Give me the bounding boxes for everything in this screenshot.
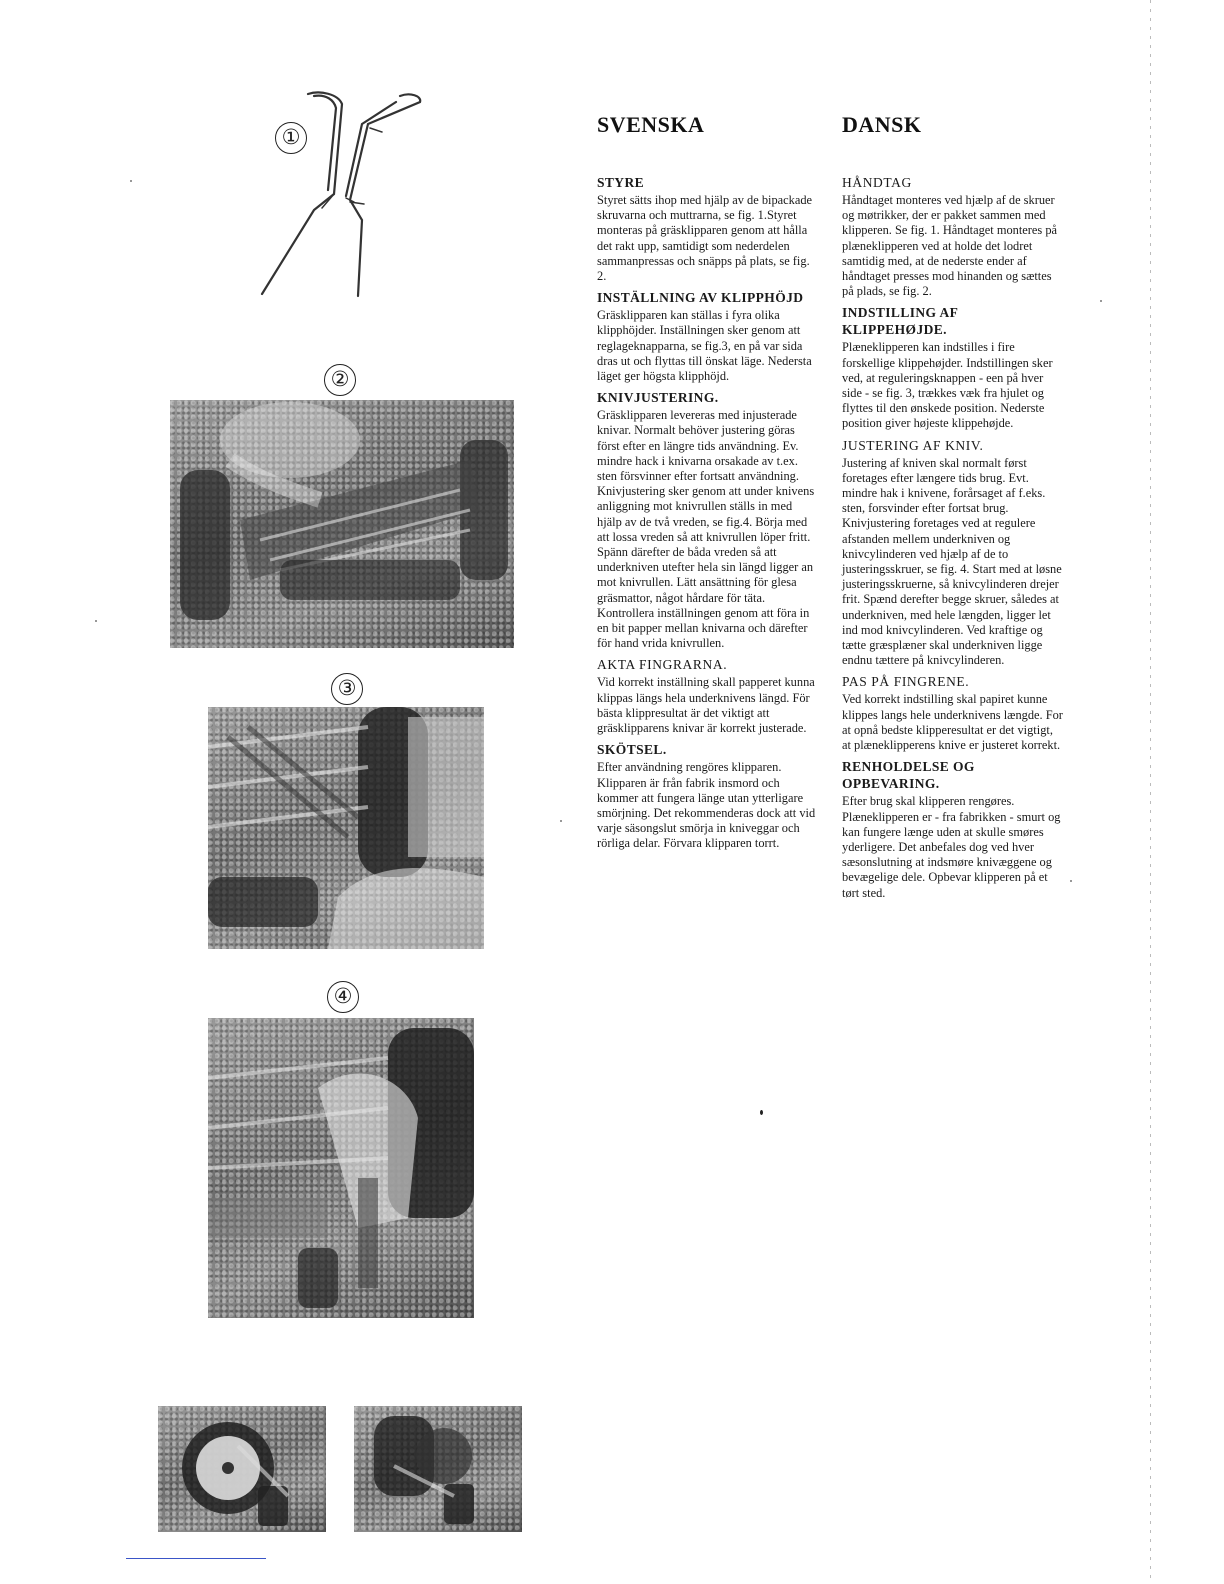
section-text: Håndtaget monteres ved hjælp af de skruer og møtrikker, der er pakket sammen med klipperen. Se fig. 1. Håndtaget monteres på plæneklipperen ved at holde det lodret samtidig med, at de nederste ender af håndtaget presses mod hinanden og sættes på plads, se fig. 2.	[842, 193, 1058, 299]
section-text: Vid korrekt inställning skall papperet kunna klippas längs hela underknivens längd. För bästa klippresultat är det viktigt att gräsklipparens knivar är korrekt justerade.	[597, 675, 815, 736]
footer-rule	[126, 1558, 266, 1559]
section-heading: INDSTILLING AF KLIPPEHØJDE.	[842, 305, 958, 338]
section-heading: AKTA FINGRARNA.	[597, 657, 728, 673]
scan-speck	[1100, 300, 1102, 302]
scan-speck	[130, 180, 132, 182]
scan-speck	[560, 820, 562, 822]
scan-edge	[1150, 0, 1151, 1584]
section-text: Styret sätts ihop med hjälp av de bipackade skruvarna och muttrarna, se fig. 1.Styret monteras på gräsklipparen genom att hålla det rakt upp, samtidigt som nederdelen sammanpressas och snäpps på plats, se fig. 2.	[597, 193, 813, 284]
figure-1-number: ①	[275, 122, 307, 154]
figure-2-number: ②	[324, 364, 356, 396]
dansk-column	[842, 112, 1064, 903]
svenska-section-akta	[597, 656, 819, 736]
scan-speck	[760, 1110, 763, 1115]
bottom-photo-left	[158, 1406, 326, 1532]
figure-3-photo	[208, 707, 484, 949]
scan-speck	[95, 620, 97, 622]
figure-3-number: ③	[331, 673, 363, 705]
dansk-section-justering	[842, 437, 1064, 669]
figure-4-number: ④	[327, 981, 359, 1013]
section-text: Justering af kniven skal normalt først foretages efter længere tids brug. Evt. mindre hak i knivene, forårsaget af f.eks. sten, forsvinder efter fortsat brug. Knivjustering foretages ved at regulere afstanden mellem underkniven og knivcylinderen ved hjælp af de to justeringsskruer, se fig. 4. Start med at løsne justeringsskruerne, så knivcylinderen drejer frit. Spænd derefter begge skruer, således at underkniven, med hele længden, ligger let ind mod knivcylinderen. Ved kraftige og tætte græsplæner skal underkniven ligge endnu tættere på knivcylinderen.	[842, 455, 1062, 668]
figure-4-photo	[208, 1018, 474, 1318]
dansk-section-handtag	[842, 174, 1064, 299]
bottom-photo-right	[354, 1406, 522, 1532]
section-heading: HÅNDTAG	[842, 175, 912, 190]
svenska-section-klipphojd	[597, 289, 819, 384]
dansk-title: DANSK	[842, 112, 922, 137]
svenska-title: SVENSKA	[597, 112, 705, 137]
svenska-section-styre	[597, 174, 819, 284]
handle-assembly-drawing	[250, 84, 430, 314]
svenska-column	[597, 112, 819, 854]
section-text: Gräsklipparen kan ställas i fyra olika klipphöjder. Inställningen sker genom att reglageknapparna, se fig.3, en på var sida dras ut och flyttas till önskat läge. Nedersta läget ger högsta klipphöjd.	[597, 308, 812, 384]
section-heading: JUSTERING AF KNIV.	[842, 437, 984, 453]
section-text: Gräsklipparen levereras med injusterade knivar. Normalt behöver justering göras först efter en längre tids användning. Ev. mindre hack i knivarna orsakade av t.ex. sten försvinner efter fortsatt användning. Knivjustering sker genom att under knivens anliggning mot knivrullen ställs in med hjälp av de två vreden, se fig.4. Börja med att lossa vreden så att knivrullen löper fritt. Spänn därefter de båda vreden så att underkniven utefter hela sin längd ligger an mot knivrullen. Lätt ansättning för glesa gräsmattor, något hårdare för täta. Kontrollera inställningen genom att föra in en bit papper mellan knivarna och därefter för hand vrida knivrullen.	[597, 408, 815, 651]
dansk-section-renholdelse	[842, 758, 1064, 900]
section-text: Ved korrekt indstilling skal papiret kunne klippes langs hele underknivens længde. For at opnå bedste klipperesultat er det vigtigt, at plæneklipperens knive er justeret korrekt.	[842, 692, 1063, 753]
section-heading: PAS PÅ FINGRENE.	[842, 674, 970, 690]
section-text: Efter användning rengöres klipparen. Klipparen är från fabrik insmord och kommer att fungera länge utan ytterligare smörjning. Det rekommenderas dock att vid varje säsongslut smörja in kniveggar och rörliga delar. Förvara klipparen torrt.	[597, 760, 816, 851]
scan-speck	[1070, 880, 1072, 882]
section-heading: INSTÄLLNING AV KLIPPHÖJD	[597, 290, 804, 306]
section-heading: SKÖTSEL.	[597, 742, 667, 758]
dansk-section-klippehojde	[842, 304, 1064, 431]
section-text: Plæneklipperen kan indstilles i fire forskellige klippehøjder. Indstillingen sker ved, at reguleringsknappen - een på hver side - se fig. 3, trækkes væk fra hjulet og flyttes til den ønskede position. Nederste position giver højeste klippehøjde.	[842, 340, 1053, 431]
svenska-section-knivjustering	[597, 389, 819, 651]
figure-2-photo	[170, 400, 514, 648]
svenska-section-skotsel	[597, 741, 819, 851]
section-heading: KNIVJUSTERING.	[597, 390, 719, 406]
section-text: Efter brug skal klipperen rengøres. Plæneklipperen er - fra fabrikken - smurt og kan fungere længe uden at skulle smøres yderligere. Det anbefales dog ved hver sæsonslutning at indsmøre knivæggene og bevægelige dele. Opbevar klipperen på et tørt sted.	[842, 794, 1061, 900]
section-heading: STYRE	[597, 175, 645, 190]
section-heading: RENHOLDELSE OG OPBEVARING.	[842, 759, 975, 792]
dansk-section-pas-pa	[842, 673, 1064, 753]
